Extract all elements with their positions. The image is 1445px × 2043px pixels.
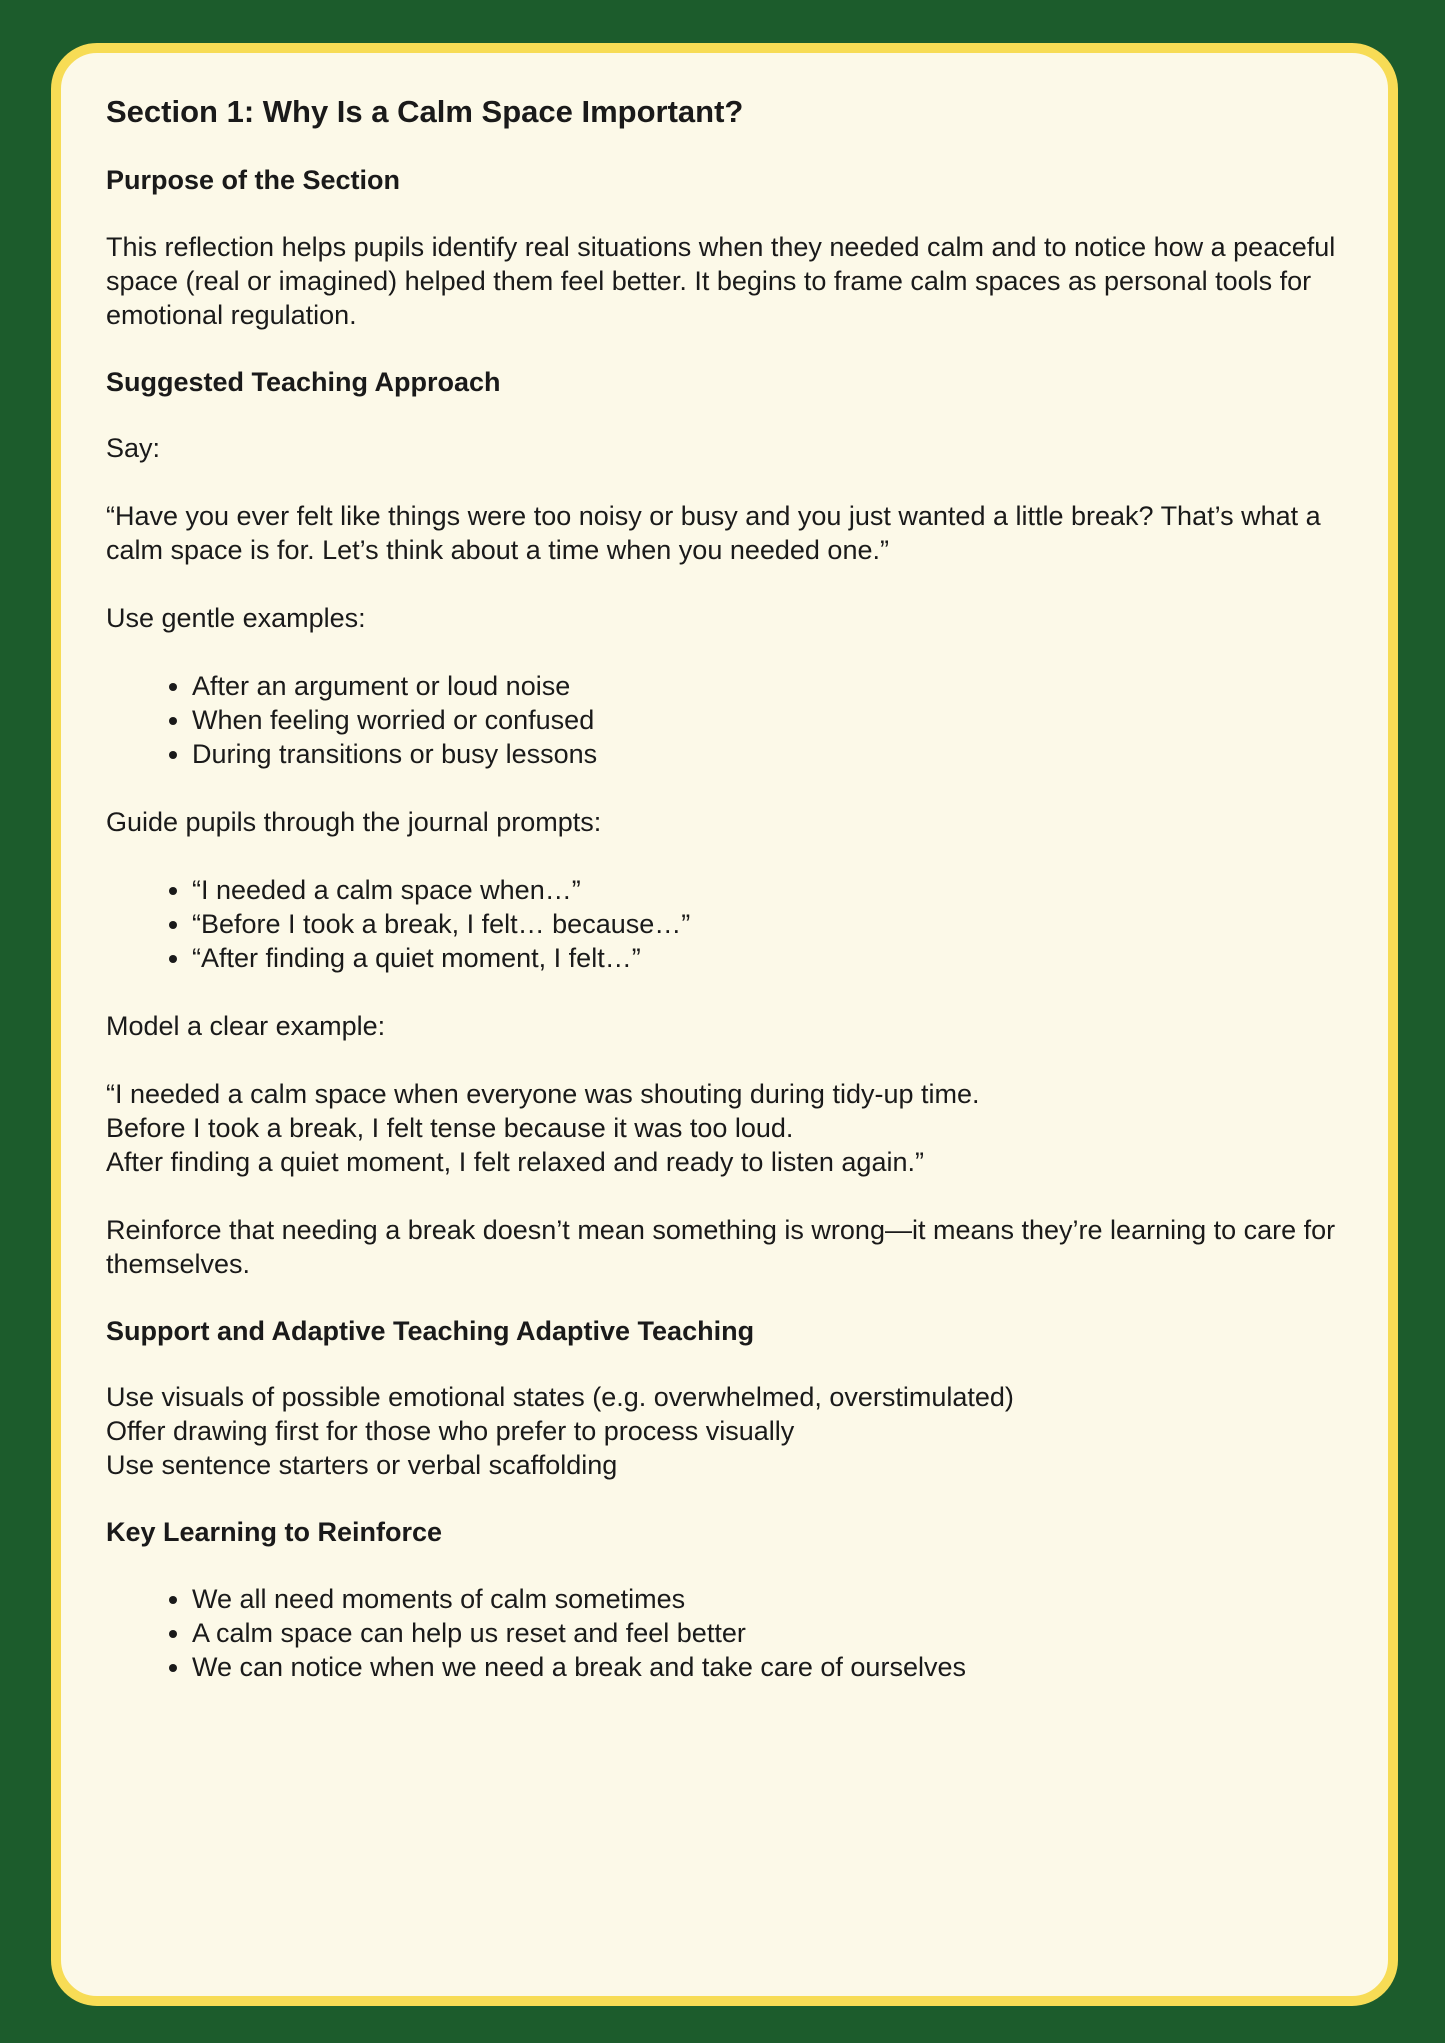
- prompts-list: [106, 873, 1356, 975]
- page-content: [106, 93, 1356, 1718]
- teacher-quote: “Have you ever felt like things were too noisy or busy and you just wanted a little break? That’s what a calm space is for. Let’s think about a time when you needed one.”: [106, 500, 1321, 565]
- list-item: • “After finding a quiet moment, I felt…”: [192, 941, 1356, 975]
- list-item: • A calm space can help us reset and feel better: [192, 1616, 1356, 1650]
- prompts-label: Guide pupils through the journal prompts:: [106, 806, 602, 837]
- list-item: • When feeling worried or confused: [192, 703, 1356, 737]
- key-learning-list: [106, 1582, 1356, 1684]
- support-line: Use sentence starters or verbal scaffolding: [106, 1450, 618, 1481]
- support-line: Use visuals of possible emotional states (e.g. overwhelmed, overstimulated): [106, 1382, 1014, 1413]
- list-item: • “I needed a calm space when…”: [192, 873, 1356, 907]
- list-item: • We all need moments of calm sometimes: [192, 1582, 1356, 1616]
- support-line: Offer drawing first for those who prefer to process visually: [106, 1416, 795, 1447]
- model-line: Before I took a break, I felt tense because it was too loud.: [106, 1112, 794, 1143]
- key-learning-heading: Key Learning to Reinforce: [106, 1517, 443, 1548]
- reinforce-text: Reinforce that needing a break doesn’t mean something is wrong—it means they’re learning to care for themselves.: [106, 1214, 1336, 1279]
- list-item: • During transitions or busy lessons: [192, 737, 1356, 771]
- model-line: “I needed a calm space when everyone was shouting during tidy-up time.: [106, 1078, 980, 1109]
- list-item: • “Before I took a break, I felt… because…”: [192, 907, 1356, 941]
- model-example: [106, 1077, 1356, 1179]
- support-lines: [106, 1380, 1356, 1482]
- page-title: Section 1: Why Is a Calm Space Important?: [106, 94, 744, 129]
- examples-label: Use gentle examples:: [106, 602, 366, 633]
- content-card: [51, 43, 1398, 2006]
- list-item: • We can notice when we need a break and take care of ourselves: [192, 1650, 1356, 1684]
- model-line: After finding a quiet moment, I felt relaxed and ready to listen again.”: [106, 1146, 924, 1177]
- list-item: • After an argument or loud noise: [192, 669, 1356, 703]
- say-label: Say:: [106, 432, 161, 463]
- purpose-text: This reflection helps pupils identify real situations when they needed calm and to notice how a peaceful space (real or imagined) helped them feel better. It begins to frame calm spaces as personal tools for emotional regulation.: [106, 231, 1336, 330]
- model-label: Model a clear example:: [106, 1010, 386, 1041]
- purpose-heading: Purpose of the Section: [106, 165, 401, 196]
- examples-list: [106, 669, 1356, 771]
- support-heading: Support and Adaptive Teaching Adaptive Teaching: [106, 1315, 755, 1346]
- approach-heading: Suggested Teaching Approach: [106, 366, 501, 397]
